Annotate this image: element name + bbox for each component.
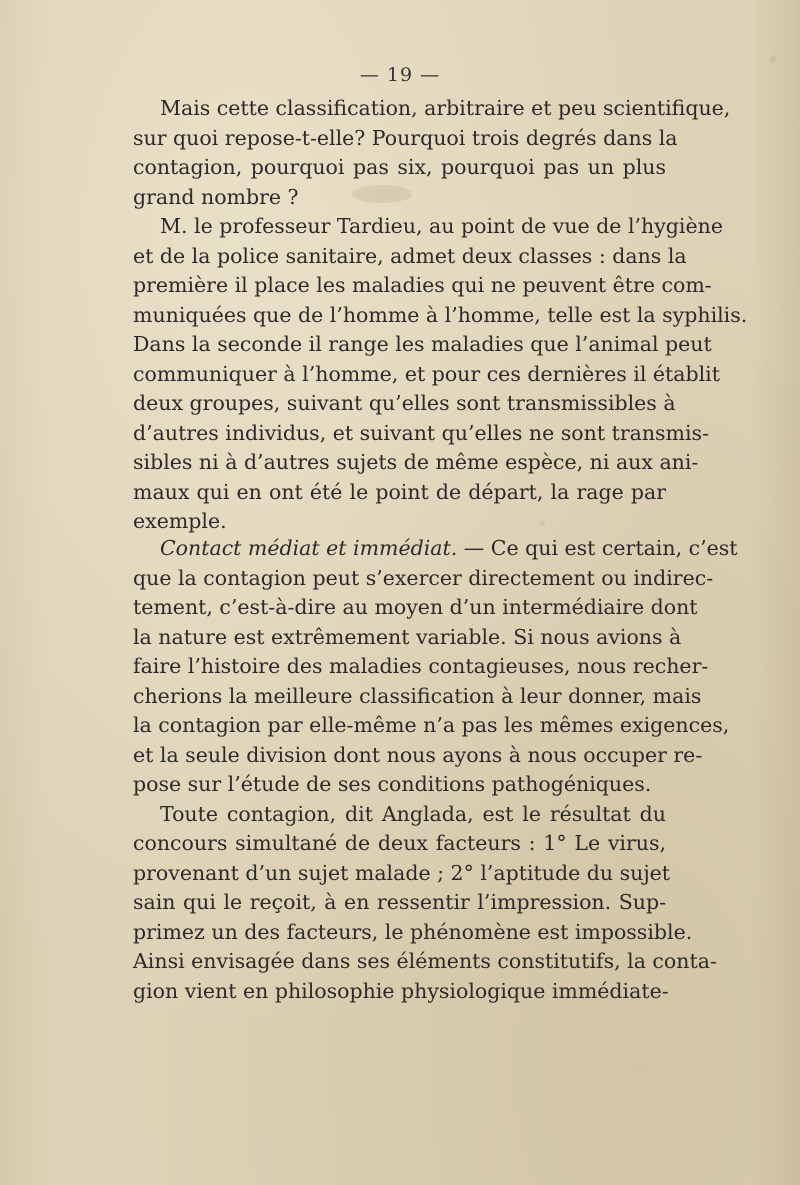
text-line: concours simultané de deux facteurs : 1° Le virus, (133, 831, 666, 855)
text-line: et de la police sanitaire, admet deux classes : dans la (133, 243, 687, 268)
text-line: provenant d’un sujet malade ; 2° l’aptitude du sujet (133, 860, 671, 885)
text-line: Ainsi envisagée dans ses éléments constitutifs, la conta- (133, 949, 717, 973)
text-run: — Ce qui est certain, c’est (457, 536, 738, 560)
text-line: pose sur l’étude de ses conditions pathogéniques. (133, 772, 652, 796)
paragraph-contact (133, 534, 738, 1006)
text-line: sain qui le reçoit, à en ressentir l’impression. Sup- (133, 890, 666, 914)
text-line: cherions la meilleure classification à leur donner, mais (133, 683, 702, 708)
text-line: faire l’histoire des maladies contagieuses, nous recher- (133, 654, 709, 678)
text-line: la nature est extrêmement variable. Si nous avions à (133, 624, 682, 649)
text-line (133, 534, 738, 564)
text-line: communiquer à l’homme, et pour ces dernières il établit (133, 361, 720, 386)
text-line: Mais cette classification, arbitraire et peu scientifique, (160, 96, 731, 120)
text-line: première il place les maladies qui ne peuvent être com- (133, 273, 712, 297)
text-line: d’autres individus, et suivant qu’elles ne sont transmis- (133, 420, 710, 445)
text-line: M. le professeur Tardieu, au point de vue de l’hygiène (160, 214, 723, 238)
text-line: deux groupes, suivant qu’elles sont transmissibles à (133, 391, 676, 415)
text-line: et la seule division dont nous ayons à nous occuper re- (133, 742, 703, 767)
text-line: Dans la seconde il range les maladies que l’animal peut (133, 332, 712, 356)
text-line: muniquées que de l’homme à l’homme, telle est la syphilis. (133, 302, 748, 327)
text-line: primez un des facteurs, le phénomène est impossible. (133, 919, 693, 944)
text-line: sur quoi repose-t-elle? Pourquoi trois degrés dans la (133, 125, 678, 150)
text-line: tement, c’est-à-dire au moyen d’un intermédiaire dont (133, 595, 698, 619)
text-line: la contagion par elle-même n’a pas les mêmes exigences, (133, 713, 730, 737)
text-line: contagion, pourquoi pas six, pourquoi pas un plus (133, 155, 666, 179)
text-line: exemple. (133, 509, 227, 533)
text-line: Toute contagion, dit Anglada, est le résultat du (160, 801, 666, 826)
text-line: sibles ni à d’autres sujets de même espèce, ni aux ani- (133, 450, 699, 474)
text-line: maux qui en ont été le point de départ, la rage par (133, 479, 666, 504)
text-line: que la contagion peut s’exercer directement ou indirec- (133, 565, 714, 590)
text-line: gion vient en philosophie physiologique immédiate- (133, 978, 669, 1003)
text-line: grand nombre ? (133, 184, 299, 209)
paper-speck (770, 55, 776, 63)
section-heading: Contact médiat et immédiat. (160, 536, 458, 560)
page-number: — 19 — (359, 64, 441, 86)
paragraph-classification (133, 94, 748, 537)
